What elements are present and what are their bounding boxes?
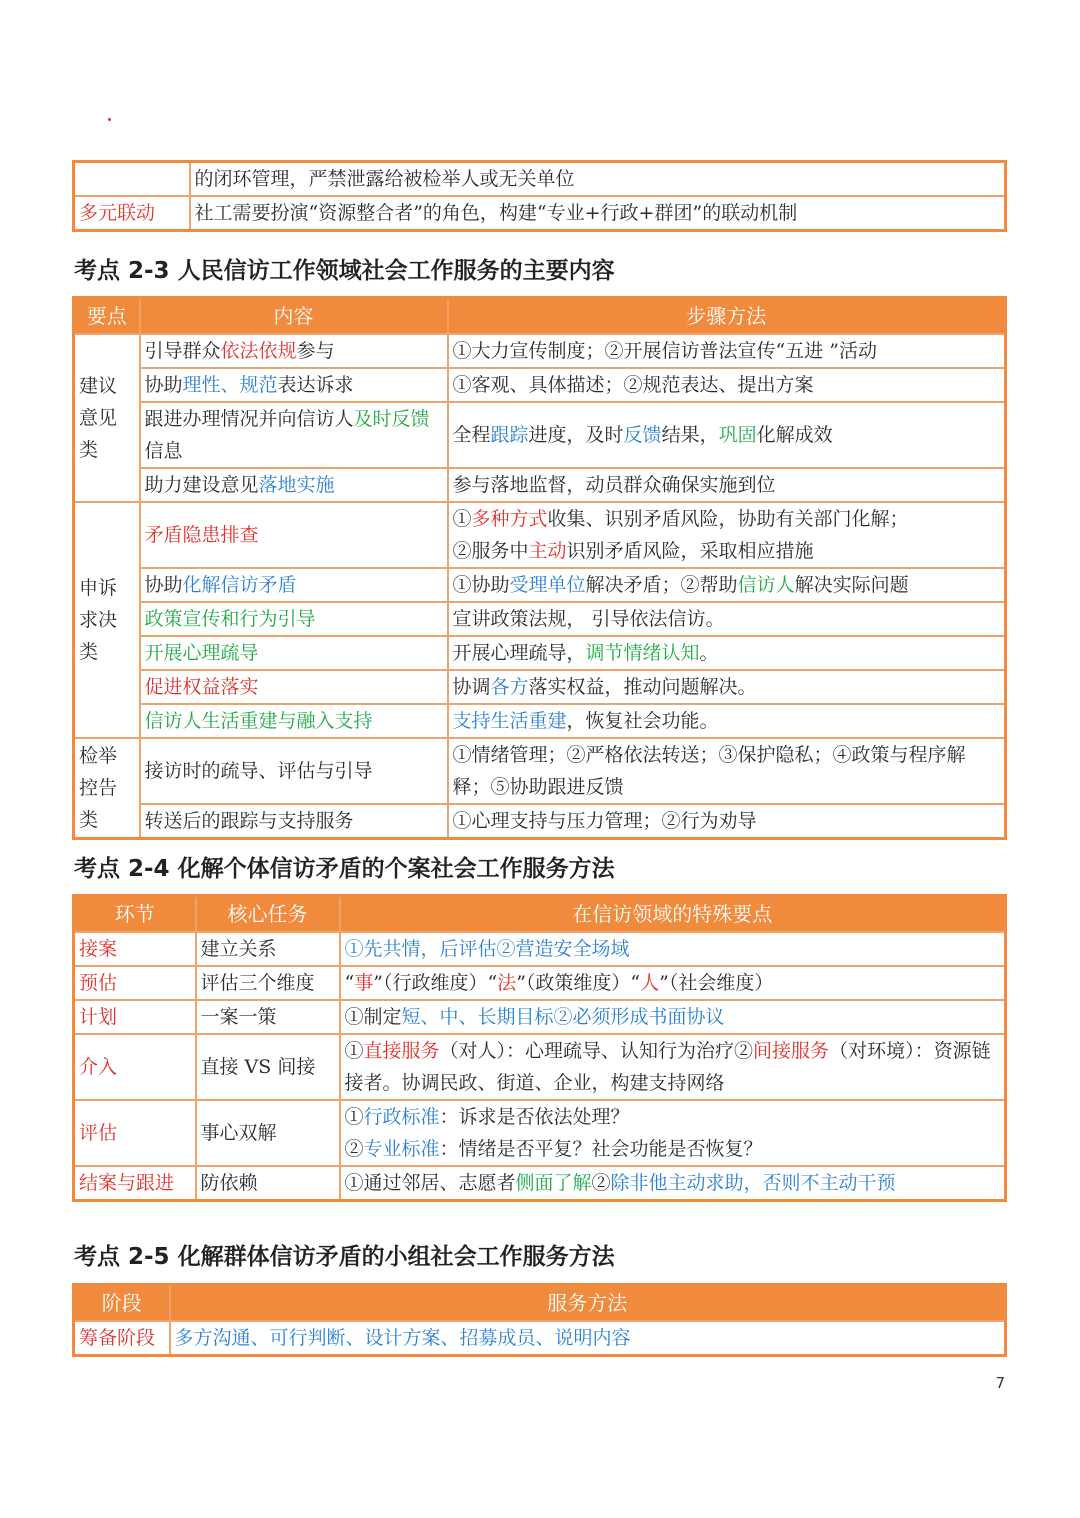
table-cell: 转送后的跟踪与支持服务	[140, 804, 448, 839]
table-header-row	[74, 1285, 1006, 1322]
table-cell	[140, 402, 448, 468]
cell-highlight: 跟踪	[490, 424, 529, 446]
cell-highlight: 理性、规范	[182, 374, 278, 396]
table-row	[74, 804, 1006, 839]
table-cell: ①客观、具体描述；②规范表达、提出方案	[448, 368, 1006, 402]
cell-highlight: 化解信访矛盾	[182, 574, 297, 596]
cell-text: “	[344, 972, 355, 994]
category-cell: 检举控告类	[74, 738, 140, 839]
cell-highlight: 专业标准	[363, 1138, 440, 1160]
table-header-row	[74, 298, 1006, 335]
table-row	[74, 1321, 1006, 1356]
table-cell	[448, 402, 1006, 468]
table-row	[74, 196, 1006, 231]
cell-text: （对环境）：资源链接者。协调民政、街道、企业，构建支持网络	[344, 1040, 991, 1094]
top-table	[72, 160, 1007, 232]
table-cell: ①大力宣传制度；②开展信访普法宣传“五进 ”活动	[448, 334, 1006, 368]
table-cell: 参与落地监督，动员群众确保实施到位	[448, 468, 1006, 502]
table-row	[74, 368, 1006, 402]
cell-text: 解决实际问题	[794, 574, 909, 596]
table-cell: 事心双解	[196, 1100, 340, 1166]
table-cell: 矛盾隐患排查	[140, 502, 448, 568]
table-cell	[448, 704, 1006, 738]
cell-text: ”（行政维度）“	[373, 972, 498, 994]
page-number: 7	[995, 1374, 1005, 1392]
table-row	[74, 1034, 1006, 1100]
cell-text: 协调	[452, 676, 491, 698]
cell-text: ①	[344, 1106, 364, 1128]
cell-highlight: 侧面了解	[515, 1172, 592, 1194]
table-row	[74, 1166, 1006, 1201]
cell-text: ：情绪是否平复？社会功能是否恢复？	[439, 1138, 763, 1160]
cell-text: ①	[344, 1040, 364, 1062]
cell-text: 表达诉求	[277, 374, 354, 396]
cell-text: ”（政策维度）“	[516, 972, 641, 994]
column-header: 内容	[140, 298, 448, 335]
cell-text: 解决矛盾；②帮助	[585, 574, 738, 596]
category-cell: 建议意见类	[74, 334, 140, 502]
table-cell: 一案一策	[196, 1000, 340, 1034]
table-2-5	[72, 1283, 1007, 1357]
table-cell	[140, 368, 448, 402]
cell-text: ①协助	[452, 574, 510, 596]
cell-highlight: 反馈	[623, 424, 662, 446]
cell-highlight: 及时反馈	[353, 408, 430, 430]
cell-highlight: 法	[497, 972, 517, 994]
cell-highlight: 间接服务	[753, 1040, 830, 1062]
table-cell: 建立关系	[196, 932, 340, 966]
cell-text: 进度，及时	[528, 424, 624, 446]
table-cell	[340, 1034, 1006, 1100]
column-header: 步骤方法	[448, 298, 1006, 335]
cell-highlight: 受理单位	[509, 574, 586, 596]
column-header: 在信访领域的特殊要点	[340, 896, 1006, 933]
cell-text: 全程	[452, 424, 491, 446]
red-dot-mark	[108, 118, 111, 121]
cell-text: ②	[591, 1172, 611, 1194]
cell-highlight: 直接服务	[363, 1040, 440, 1062]
table-cell: ①心理支持与压力管理；②行为劝导	[448, 804, 1006, 839]
table-row	[74, 334, 1006, 368]
table-cell	[340, 1166, 1006, 1201]
cell-highlight: 依法依规	[220, 340, 297, 362]
column-header: 环节	[74, 896, 196, 933]
cell-highlight: 主动	[528, 540, 567, 562]
cell-text: ①通过邻居、志愿者	[344, 1172, 516, 1194]
table-cell: 社工需要扮演“资源整合者”的角色，构建“专业+行政+群团”的联动机制	[190, 196, 1006, 231]
cell-highlight: 人	[640, 972, 660, 994]
table-cell: 筹备阶段	[74, 1321, 170, 1356]
cell-text: 收集、识别矛盾风险，协助有关部门化解；	[547, 508, 909, 530]
cell-text: 参与	[296, 340, 335, 362]
table-row	[74, 932, 1006, 966]
section-heading-2-5: 考点 2-5 化解群体信访矛盾的小组社会工作服务方法	[74, 1244, 615, 1270]
column-header: 核心任务	[196, 896, 340, 933]
table-cell	[140, 568, 448, 602]
table-cell: 预估	[74, 966, 196, 1000]
section-heading-2-4: 考点 2-4 化解个体信访矛盾的个案社会工作服务方法	[74, 856, 615, 882]
table-row	[74, 738, 1006, 804]
table-row	[74, 568, 1006, 602]
cell-text: 。	[699, 642, 719, 664]
cell-highlight: 信访人	[737, 574, 795, 596]
cell-text: 协助	[144, 374, 183, 396]
table-cell	[140, 334, 448, 368]
cell-highlight: 各方	[490, 676, 529, 698]
table-cell: 多方沟通、可行判断、设计方案、招募成员、说明内容	[170, 1321, 1006, 1356]
table-cell	[448, 670, 1006, 704]
table-row	[74, 704, 1006, 738]
cell-highlight: 事	[354, 972, 374, 994]
column-header: 要点	[74, 298, 140, 335]
table-row	[74, 402, 1006, 468]
table-cell	[74, 162, 190, 197]
cell-text: ②服务中	[452, 540, 529, 562]
cell-text: 落实权益，推动问题解决。	[528, 676, 757, 698]
table-cell: 促进权益落实	[140, 670, 448, 704]
cell-text: 协助	[144, 574, 183, 596]
table-cell	[340, 1000, 1006, 1034]
table-cell: 开展心理疏导	[140, 636, 448, 670]
cell-text: 信息	[144, 440, 183, 462]
table-header-row	[74, 896, 1006, 933]
table-row	[74, 162, 1006, 197]
cell-text: 助力建设意见	[144, 474, 259, 496]
table-2-4	[72, 894, 1007, 1202]
cell-text: 结果，	[661, 424, 719, 446]
table-cell	[340, 1100, 1006, 1166]
table-cell: 结案与跟进	[74, 1166, 196, 1201]
table-2-3	[72, 296, 1007, 840]
cell-highlight: 短、中、长期目标	[401, 1006, 554, 1028]
cell-text: ①	[452, 508, 472, 530]
table-row	[74, 502, 1006, 568]
table-row	[74, 670, 1006, 704]
cell-text: 跟进办理情况并向信访人	[144, 408, 354, 430]
cell-text: 识别矛盾风险，采取相应措施	[566, 540, 814, 562]
table-cell: 防依赖	[196, 1166, 340, 1201]
cell-highlight: 落地实施	[258, 474, 335, 496]
cell-highlight: 调节情绪认知	[585, 642, 700, 664]
table-cell	[448, 636, 1006, 670]
cell-text: （对人）：心理疏导、认知行为治疗②	[439, 1040, 754, 1062]
section-heading-2-3: 考点 2-3 人民信访工作领域社会工作服务的主要内容	[74, 258, 615, 284]
cell-text: 化解成效	[756, 424, 833, 446]
table-cell	[448, 568, 1006, 602]
table-cell: 多元联动	[74, 196, 190, 231]
column-header: 阶段	[74, 1285, 170, 1322]
cell-text: ①制定	[344, 1006, 402, 1028]
table-cell: 直接 VS 间接	[196, 1034, 340, 1100]
table-row	[74, 468, 1006, 502]
cell-text: ”（社会维度）	[659, 972, 774, 994]
table-cell: 评估三个维度	[196, 966, 340, 1000]
cell-text: ：诉求是否依法处理？	[439, 1106, 630, 1128]
table-cell: 政策宣传和行为引导	[140, 602, 448, 636]
table-row	[74, 602, 1006, 636]
table-cell: ①情绪管理；②严格依法转送；③保护隐私；④政策与程序解释；⑤协助跟进反馈	[448, 738, 1006, 804]
table-cell: 计划	[74, 1000, 196, 1034]
cell-text: 引导群众	[144, 340, 221, 362]
table-cell: 评估	[74, 1100, 196, 1166]
table-cell: 信访人生活重建与融入支持	[140, 704, 448, 738]
cell-text: ，恢复社会功能。	[566, 710, 719, 732]
table-cell	[340, 966, 1006, 1000]
table-row	[74, 636, 1006, 670]
table-cell: 接访时的疏导、评估与引导	[140, 738, 448, 804]
cell-highlight: 支持生活重建	[452, 710, 567, 732]
table-cell: 介入	[74, 1034, 196, 1100]
category-cell: 申诉求决类	[74, 502, 140, 738]
table-row	[74, 1000, 1006, 1034]
cell-text: 开展心理疏导，	[452, 642, 586, 664]
cell-highlight: 多种方式	[471, 508, 548, 530]
table-row	[74, 1100, 1006, 1166]
cell-highlight: 巩固	[718, 424, 757, 446]
table-cell: ①先共情，后评估②营造安全场域	[340, 932, 1006, 966]
cell-highlight: 行政标准	[363, 1106, 440, 1128]
table-cell: 接案	[74, 932, 196, 966]
table-cell	[140, 468, 448, 502]
table-cell: 宣讲政策法规， 引导依法信访。	[448, 602, 1006, 636]
table-cell: 的闭环管理，严禁泄露给被检举人或无关单位	[190, 162, 1006, 197]
table-row	[74, 966, 1006, 1000]
column-header: 服务方法	[170, 1285, 1006, 1322]
cell-highlight: 除非他主动求助，否则不主动干预	[610, 1172, 896, 1194]
cell-text: ②	[344, 1138, 364, 1160]
table-cell	[448, 502, 1006, 568]
cell-highlight: ②必须形成书面协议	[553, 1006, 725, 1028]
